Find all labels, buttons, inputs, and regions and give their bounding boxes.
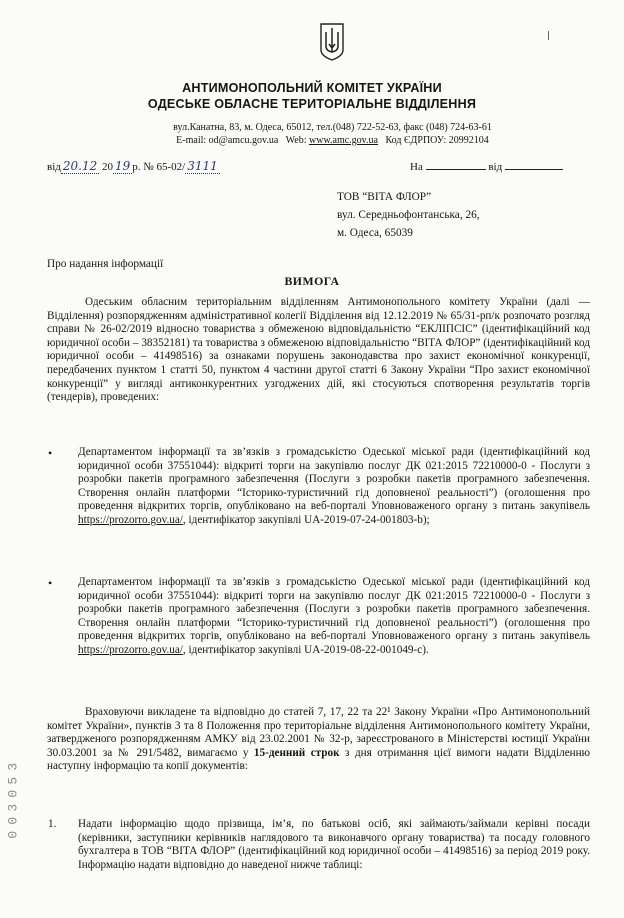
registration-stamp: 3 5 0 3 0 0 <box>5 762 21 839</box>
org-contacts <box>160 134 505 147</box>
prozorro-link[interactable]: https://prozorro.gov.ua/ <box>78 513 183 526</box>
incoming-date-blank <box>505 159 563 170</box>
handwritten-number: 3111 <box>187 159 218 173</box>
bullet-icon: • <box>48 576 53 590</box>
subject: Про надання інформації <box>47 258 164 270</box>
legal-basis-paragraph: Враховуючи викладене та відповідно до статей 7, 17, 22 та 22¹ Закону України «Про Антимонопольний комітет України», пунктів 3 та 8 Положення про територіальне відділення Антимонопольного комітету України, затвердженого розпорядженням АМКУ від 23.02.2001 № 32-р, зареєстрованого в Міністерстві юстиції України 30.03.2001 за № 291/5482, вимагаємо у 15-денний строк з дня отримання цієї вимоги надати Відділенню наступну інформацію та копії документів: <box>47 706 590 773</box>
web-link[interactable]: www.amc.gov.ua <box>309 135 378 146</box>
incoming-number-blank <box>426 159 486 170</box>
handwritten-date: 20.12 <box>62 159 98 173</box>
web-label: Web: <box>285 135 307 146</box>
intro-paragraph: Одеським обласним територіальним відділенням Антимонопольного комітету України (далі — Відділення) розпорядженням адміністративної колегії Відділення від 12.12.2019 № 65/31-рп/к розпочато розгляд справи № 26-02/2019 відносно товариства з обмеженою відповідальністю “ЕКЛІПСІС” (ідентифікаційний код юридичної особи – 38352181) та товариства з обмеженою відповідальністю “ВІТА ФЛОР” (ідентифікаційний код юридичної особи – 41498516) за ознаками порушень законодавства про захист економічної конкуренції, передбачених пунктом 1 статті 50, пунктом 4 частини другої статті 6 Закону України “Про захист економічної конкуренції” у вигляді антиконкурентних узгоджених дій, які стосуються спотворення результатів торгів (тендерів), проведених: <box>47 296 590 404</box>
trident-emblem-icon <box>319 22 345 62</box>
bullet-icon: • <box>48 446 53 460</box>
list-item: Департаментом інформації та зв’язків з громадськістю Одеської міської ради (ідентифікаційний код юридичної особи 37551044): відкриті торги на закупівлю послуг ДК 021:2015 72210000-0 - Послуги з розробки пакетів програмного забезпечення (Послуги з розробки пакетів програмного забезпечення. Створення онлайн платформи “Історико-туристичний гід доповненої реальності”) (оголошення про проведення відкритих торгів, опубліковано на веб-порталі Уповноваженого органу з питань закупівель https://prozorro.gov.ua/, ідентифікатор закупівлі UA-2019-08-22-001049-c). <box>78 576 590 656</box>
item-text: Надати інформацію щодо прізвища, ім’я, по батькові осіб, які займають/займали керівні посади (керівники, заступники керівників наглядового та виконавчого органу товариства) та посаду головного бухгалтера в ТОВ “ВІТА ФЛОР” (ідентифікаційний код юридичної особи – 41498516) за період 2019 року. Інформацію надати відповідно до наведеної нижче таблиці: <box>78 818 590 871</box>
list-item: Департаментом інформації та зв’язків з громадськістю Одеської міської ради (ідентифікаційний код юридичної особи 37551044): відкриті торги на закупівлю послуг ДК 021:2015 72210000-0 - Послуги з розробки пакетів програмного забезпечення (Послуги з розробки пакетів програмного забезпечення. Створення онлайн платформи “Історико-туристичний гід доповненої реальності”) (оголошення про проведення відкритих торгів, опубліковано на веб-порталі Уповноваженого органу з питань закупівель https://prozorro.gov.ua/, ідентифікатор закупівлі UA-2019-07-24-001803-b); <box>78 446 590 526</box>
recipient-block: ТОВ “ВІТА ФЛОР” вул. Середньофонтанська, 26, м. Одеса, 65039 <box>337 191 480 239</box>
org-division: ОДЕСЬКЕ ОБЛАСНЕ ТЕРИТОРІАЛЬНЕ ВІДДІЛЕННЯ <box>147 97 477 111</box>
deadline: 15-денний строк <box>253 746 340 759</box>
edrpou: Код ЄДРПОУ: 20992104 <box>385 135 489 146</box>
org-address: вул.Канатна, 83, м. Одеса, 65012, тел.(048) 722-52-63, факс (048) 724-63-61 <box>173 122 492 133</box>
handwritten-year: 19 <box>114 159 131 173</box>
org-name: АНТИМОНОПОЛЬНИЙ КОМІТЕТ УКРАЇНИ <box>182 81 442 95</box>
item-number: 1. <box>48 818 57 830</box>
document-title: ВИМОГА <box>284 274 340 288</box>
email: E-mail: od@amcu.gov.ua <box>176 135 279 146</box>
incoming-reference: На від <box>410 159 563 173</box>
scan-mark <box>548 31 555 40</box>
outgoing-reference: від 20.12 20 19 р. № 65-02/ 3111 <box>47 159 218 173</box>
prozorro-link[interactable]: https://prozorro.gov.ua/ <box>78 643 183 656</box>
